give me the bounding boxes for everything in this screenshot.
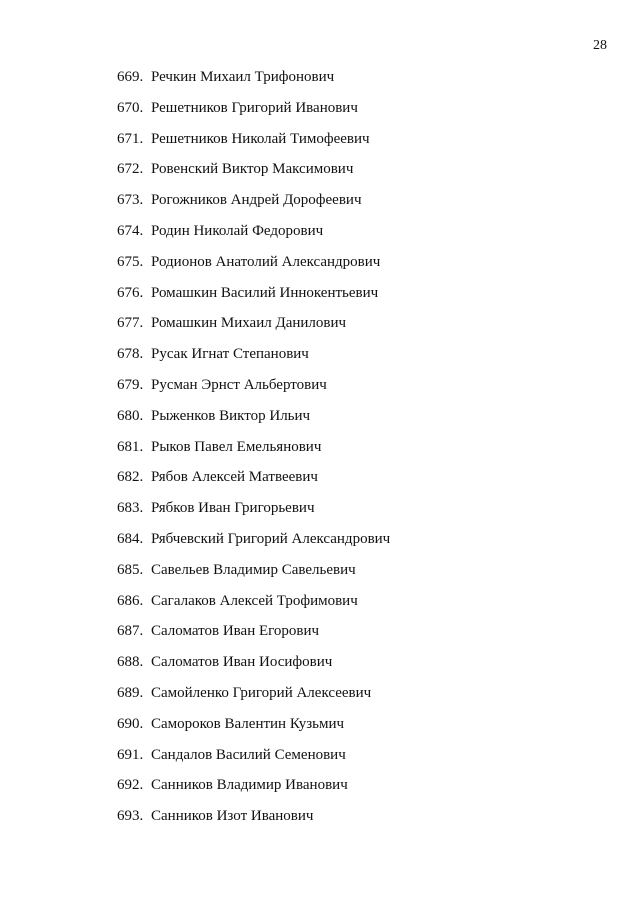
entry-name: Решетников Николай Тимофеевич [151,130,370,147]
list-item [117,160,390,191]
list-item [117,191,390,222]
entry-number: 678. [117,346,144,363]
entry-number: 686. [117,592,144,609]
entry-number: 679. [117,376,144,393]
list-item [117,807,390,838]
entry-number: 689. [117,684,144,701]
list-item [117,746,390,777]
list-item [117,68,390,99]
name-list [117,68,390,838]
entry-name: Саломатов Иван Иосифович [151,654,333,671]
list-item [117,715,390,746]
entry-name: Санников Изот Иванович [151,808,314,825]
entry-name: Решетников Григорий Иванович [151,99,358,116]
entry-name: Родионов Анатолий Александрович [151,253,381,270]
list-item [117,684,390,715]
entry-number: 671. [117,130,144,147]
entry-name: Рябчевский Григорий Александрович [151,530,391,547]
entry-name: Самороков Валентин Кузьмич [151,715,345,732]
list-item [117,776,390,807]
entry-number: 669. [117,69,144,85]
entry-name: Сагалаков Алексей Трофимович [151,592,358,609]
entry-name: Рыженков Виктор Ильич [151,407,311,424]
list-item [117,284,390,315]
entry-name: Родин Николай Федорович [151,222,324,239]
list-item [117,253,390,284]
entry-number: 682. [117,469,144,486]
entry-number: 674. [117,222,144,239]
entry-number: 680. [117,407,144,424]
entry-number: 688. [117,654,144,671]
entry-number: 692. [117,777,144,794]
list-item [117,222,390,253]
entry-number: 690. [117,715,144,732]
entry-name: Рябов Алексей Матвеевич [151,469,318,486]
list-item [117,99,390,130]
entry-name: Речкин Михаил Трифонович [151,69,335,85]
entry-number: 687. [117,623,144,640]
entry-name: Санников Владимир Иванович [151,777,348,794]
entry-number: 670. [117,99,144,116]
entry-number: 673. [117,192,144,209]
entry-name: Рогожников Андрей Дорофеевич [151,192,362,209]
list-item [117,407,390,438]
entry-number: 684. [117,530,144,547]
entry-name: Саломатов Иван Егорович [151,623,320,640]
list-item [117,345,390,376]
list-item [117,592,390,623]
entry-name: Русак Игнат Степанович [151,346,309,363]
entry-number: 681. [117,438,144,455]
list-item [117,499,390,530]
list-item [117,376,390,407]
list-item [117,561,390,592]
list-item [117,468,390,499]
page-number: 28 [593,38,607,53]
entry-number: 691. [117,746,144,763]
entry-name: Рыков Павел Емельянович [151,438,322,455]
list-item [117,653,390,684]
entry-number: 676. [117,284,144,301]
entry-number: 685. [117,561,144,578]
entry-name: Ровенский Виктор Максимович [151,161,354,178]
entry-number: 675. [117,253,144,270]
list-item [117,438,390,469]
entry-name: Русман Эрнст Альбертович [151,376,327,393]
entry-number: 677. [117,315,144,332]
entry-name: Рябков Иван Григорьевич [151,500,315,517]
entry-name: Самойленко Григорий Алексеевич [151,684,372,701]
entry-name: Ромашкин Михаил Данилович [151,315,347,332]
entry-name: Ромашкин Василий Иннокентьевич [151,284,379,301]
list-item [117,314,390,345]
entry-name: Сандалов Василий Семенович [151,746,346,763]
list-item [117,622,390,653]
list-item [117,530,390,561]
list-item [117,130,390,161]
entry-name: Савельев Владимир Савельевич [151,561,356,578]
entry-number: 693. [117,808,144,825]
entry-number: 683. [117,500,144,517]
entry-number: 672. [117,161,144,178]
